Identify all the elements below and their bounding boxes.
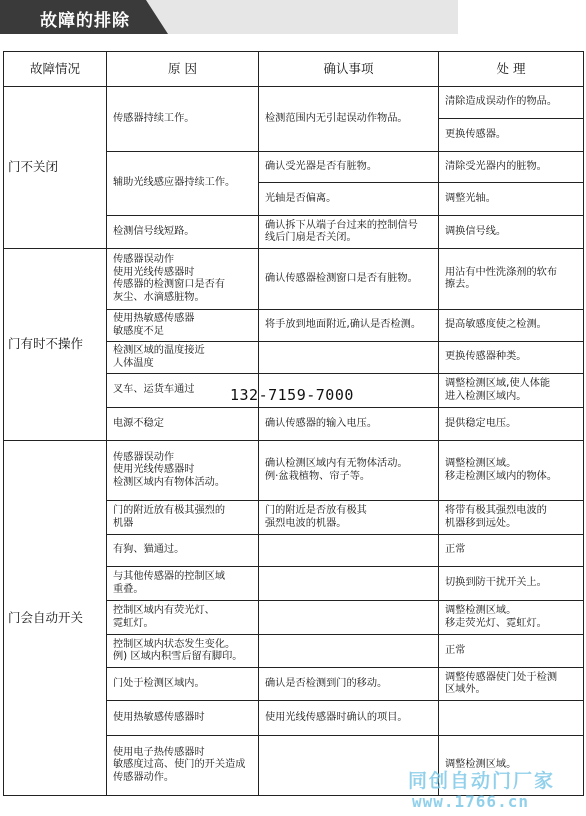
action-cell: 调整检测区域。 移走检测区域内的物体。 bbox=[439, 441, 584, 501]
cause-cell: 有狗、猫通过。 bbox=[107, 535, 259, 567]
action-cell: 正常 bbox=[439, 635, 584, 668]
watermark-brand: 同创自动门厂家 bbox=[408, 770, 556, 792]
troubleshooting-table bbox=[3, 51, 584, 796]
action-cell: 清除受光器内的脏物。 bbox=[439, 152, 584, 183]
table-row bbox=[4, 87, 584, 119]
column-header-cause: 原 因 bbox=[107, 52, 259, 87]
check-cell bbox=[259, 535, 439, 567]
action-cell: 更换传感器。 bbox=[439, 119, 584, 152]
action-cell: 清除造成误动作的物品。 bbox=[439, 87, 584, 119]
symptom-cell: 门不关闭 bbox=[4, 87, 107, 249]
cause-cell: 辅助光线感应器持续工作。 bbox=[107, 152, 259, 216]
cause-cell: 使用热敏感传感器时 bbox=[107, 701, 259, 736]
action-cell: 调整传感器使门处于检测 区域外。 bbox=[439, 668, 584, 701]
table-row bbox=[4, 249, 584, 310]
action-cell: 更换传感器种类。 bbox=[439, 342, 584, 374]
action-cell: 将带有极其强烈电波的 机器移到远处。 bbox=[439, 501, 584, 535]
cause-cell: 控制区域内有荧光灯、 霓虹灯。 bbox=[107, 601, 259, 635]
check-cell: 使用光线传感器时确认的项目。 bbox=[259, 701, 439, 736]
check-cell: 确认传感器的输入电压。 bbox=[259, 408, 439, 441]
cause-cell: 叉车、运货车通过 bbox=[107, 374, 259, 408]
page-title: 故障的排除 bbox=[40, 11, 130, 31]
cause-cell: 控制区域内状态发生变化。 例) 区域内积雪后留有脚印。 bbox=[107, 635, 259, 668]
cause-cell: 检测区域的温度接近 人体温度 bbox=[107, 342, 259, 374]
cause-cell: 传感器误动作 使用光线传感器时 传感器的检测窗口是否有 灰尘、水滴感脏物。 bbox=[107, 249, 259, 310]
check-cell bbox=[259, 567, 439, 601]
check-cell: 确认检测区域内有无物体活动。 例·盆栽植物、帘子等。 bbox=[259, 441, 439, 501]
check-cell: 门的附近是否放有极其 强烈电波的机器。 bbox=[259, 501, 439, 535]
action-cell: 切换到防干扰开关上。 bbox=[439, 567, 584, 601]
check-cell bbox=[259, 601, 439, 635]
cause-cell: 检测信号线短路。 bbox=[107, 216, 259, 249]
check-cell: 光轴是否偏离。 bbox=[259, 183, 439, 216]
check-cell: 确认传感器检测窗口是否有脏物。 bbox=[259, 249, 439, 310]
check-cell: 检测范围内无引起误动作物品。 bbox=[259, 87, 439, 152]
cause-cell: 传感器误动作 使用光线传感器时 检测区域内有物体活动。 bbox=[107, 441, 259, 501]
action-cell: 调整光轴。 bbox=[439, 183, 584, 216]
column-header-action: 处 理 bbox=[439, 52, 584, 87]
column-header-check: 确认事项 bbox=[259, 52, 439, 87]
action-cell: 调整检测区域,使人体能 进入检测区域内。 bbox=[439, 374, 584, 408]
action-cell bbox=[439, 701, 584, 736]
check-cell: 确认拆下从端子台过来的控制信号 线后门扇是否关闭。 bbox=[259, 216, 439, 249]
check-cell bbox=[259, 635, 439, 668]
cause-cell: 传感器持续工作。 bbox=[107, 87, 259, 152]
cause-cell: 使用电子热传感器时 敏感度过高、使门的开关造成 传感器动作。 bbox=[107, 736, 259, 796]
cause-cell: 使用热敏感传感器 敏感度不足 bbox=[107, 310, 259, 342]
symptom-cell: 门有时不操作 bbox=[4, 249, 107, 441]
cause-cell: 与其他传感器的控制区域 重叠。 bbox=[107, 567, 259, 601]
check-cell: 确认受光器是否有脏物。 bbox=[259, 152, 439, 183]
action-cell: 提供稳定电压。 bbox=[439, 408, 584, 441]
watermark-url: www.1766.cn bbox=[412, 792, 529, 811]
column-header-symptom: 故障情况 bbox=[4, 52, 107, 87]
action-cell: 调整检测区域。 移走荧光灯、霓虹灯。 bbox=[439, 601, 584, 635]
symptom-cell: 门会自动开关 bbox=[4, 441, 107, 796]
cause-cell: 门处于检测区域内。 bbox=[107, 668, 259, 701]
cause-cell: 电源不稳定 bbox=[107, 408, 259, 441]
check-cell: 将手放到地面附近,确认是否检测。 bbox=[259, 310, 439, 342]
action-cell: 提高敏感度使之检测。 bbox=[439, 310, 584, 342]
action-cell: 正常 bbox=[439, 535, 584, 567]
action-cell: 用沾有中性洗涤剂的软布 擦去。 bbox=[439, 249, 584, 310]
cause-cell: 门的附近放有极其强烈的 机器 bbox=[107, 501, 259, 535]
action-cell: 调整检测区域。 bbox=[439, 736, 584, 796]
check-cell: 确认是否检测到门的移动。 bbox=[259, 668, 439, 701]
phone-number-overlay: 132-7159-7000 bbox=[230, 386, 354, 404]
action-cell: 调换信号线。 bbox=[439, 216, 584, 249]
table-header-row bbox=[4, 52, 584, 87]
table-row bbox=[4, 441, 584, 501]
check-cell bbox=[259, 342, 439, 374]
